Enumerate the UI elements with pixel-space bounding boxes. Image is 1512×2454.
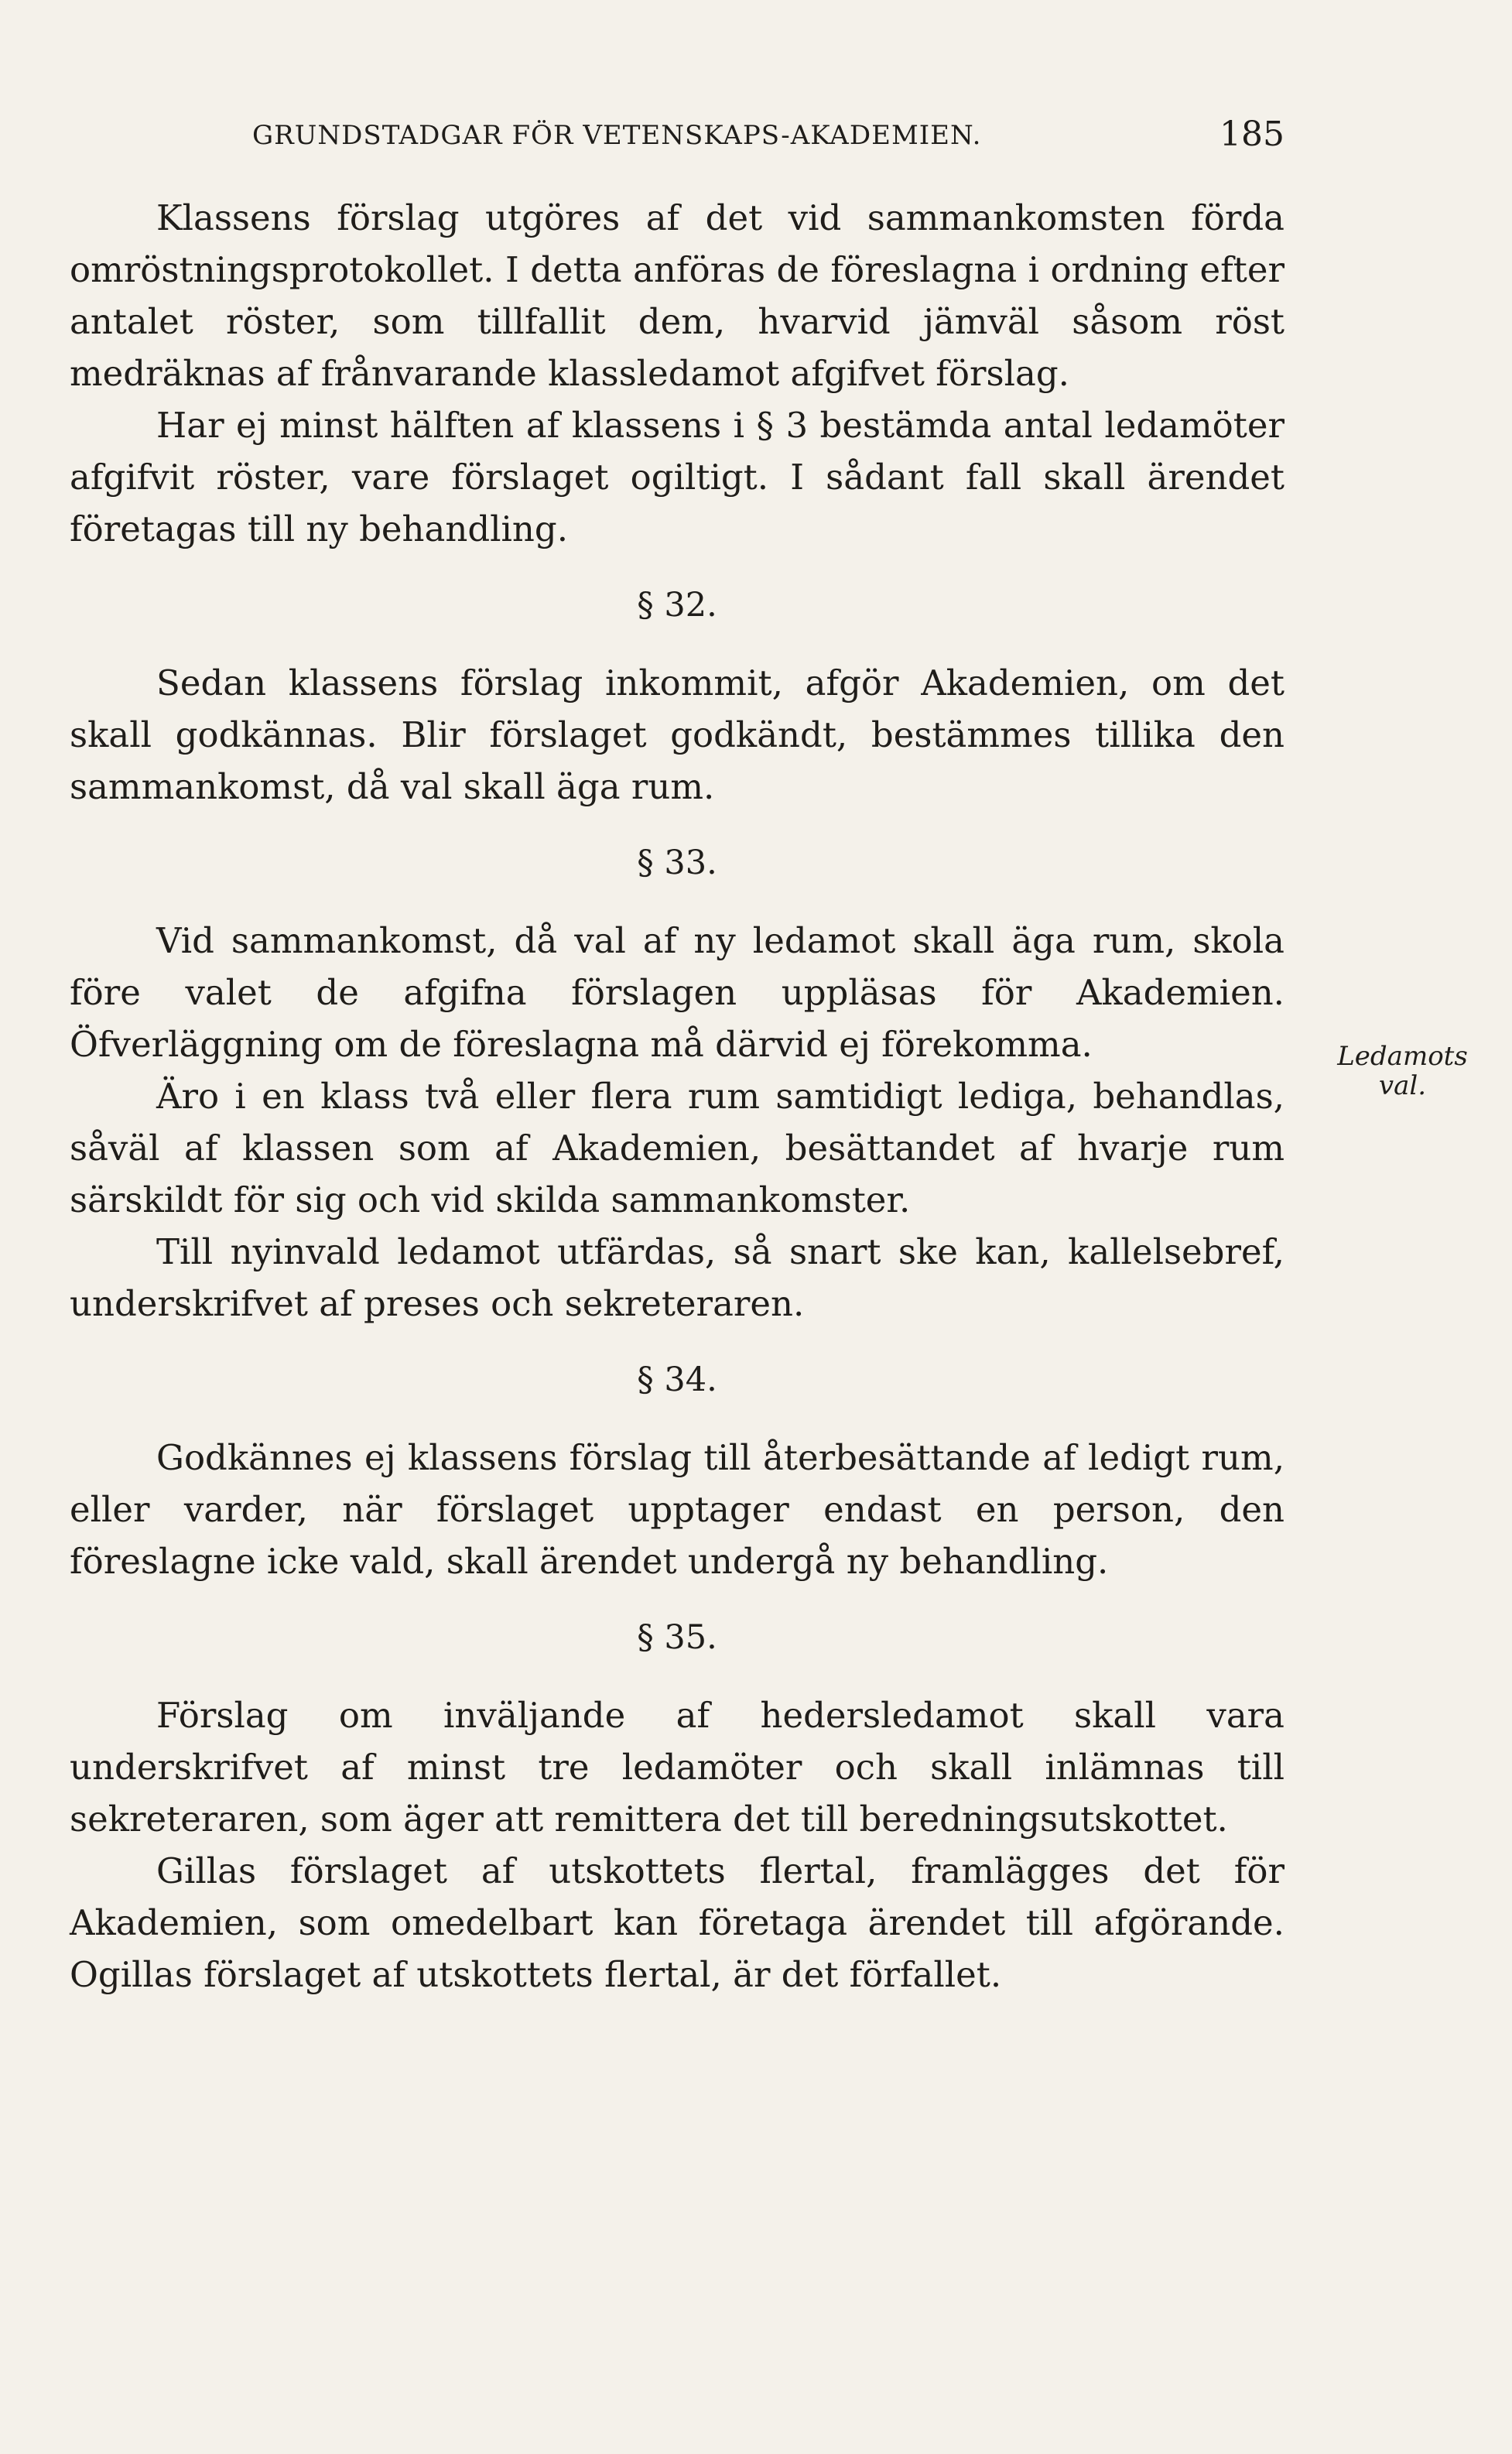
- section-34-heading: § 34.: [637, 1360, 717, 1399]
- paragraph-section-32: Sedan klassens förslag inkommit, afgör Akademien, om det skall godkännas. Blir förslaget godkändt, bestämmes tillika den sammankomst, då val skall äga rum.: [70, 662, 1285, 807]
- paragraph-class-proposal: Klassens förslag utgöres af det vid sammankomsten förda omröstningsprotokollet. I detta anföras de föreslagna i ordning efter antalet röster, som tillfallit dem, hvarvid jämväl såsom röst medräknas af frånvarande klassledamot afgifvet förslag.: [70, 197, 1285, 394]
- margin-note-line-2: val.: [1378, 1070, 1427, 1101]
- paragraph-section-33-b: Äro i en klass två eller flera rum samtidigt lediga, behandlas, såväl af klassen som af Akademien, besättandet af hvarje rum särskildt för sig och vid skilda sammankomster.: [70, 1076, 1285, 1220]
- paragraph-section-35-a: Förslag om inväljande af hedersledamot skall vara underskrifvet af minst tre ledamöter och skall inlämnas till sekreteraren, som äger att remittera det till beredningsutskottet.: [70, 1695, 1285, 1840]
- paragraph-section-33-a: Vid sammankomst, då val af ny ledamot skall äga rum, skola före valet de afgifna förslagen uppläsas för Akademien. Öfverläggning om de föreslagna må därvid ej förekomma.: [70, 920, 1285, 1065]
- section-35-heading: § 35.: [637, 1618, 717, 1657]
- body-text: [70, 192, 1285, 2001]
- paragraph-invalid-proposal: Har ej minst hälften af klassens i § 3 bestämda antal ledamöter afgifvit röster, vare förslaget ogiltigt. I sådant fall skall ärendet företagas till ny behandling.: [70, 405, 1285, 549]
- section-33-heading: § 33.: [637, 844, 717, 882]
- running-head: GRUNDSTADGAR FÖR VETENSKAPS-AKADEMIEN.: [252, 120, 982, 151]
- margin-note-line-1: Ledamots: [1337, 1041, 1468, 1072]
- page-number: 185: [1220, 115, 1285, 154]
- paragraph-section-35-b: Gillas förslaget af utskottets flertal, framlägges det för Akademien, som omedelbart kan företaga ärendet till afgörande. Ogillas förslaget af utskottets flertal, är det förfallet.: [70, 1850, 1285, 1995]
- page-header: [70, 116, 1285, 163]
- paragraph-section-34: Godkännes ej klassens förslag till återbesättande af ledigt rum, eller varder, när förslaget upptager endast en person, den föreslagne icke vald, skall ärendet undergå ny behandling.: [70, 1437, 1285, 1582]
- margin-note: [1315, 1042, 1490, 1100]
- paragraph-section-33-c: Till nyinvald ledamot utfärdas, så snart ske kan, kallelsebref, underskrifvet af preses och sekreteraren.: [70, 1231, 1285, 1324]
- section-32-heading: § 32.: [637, 586, 717, 625]
